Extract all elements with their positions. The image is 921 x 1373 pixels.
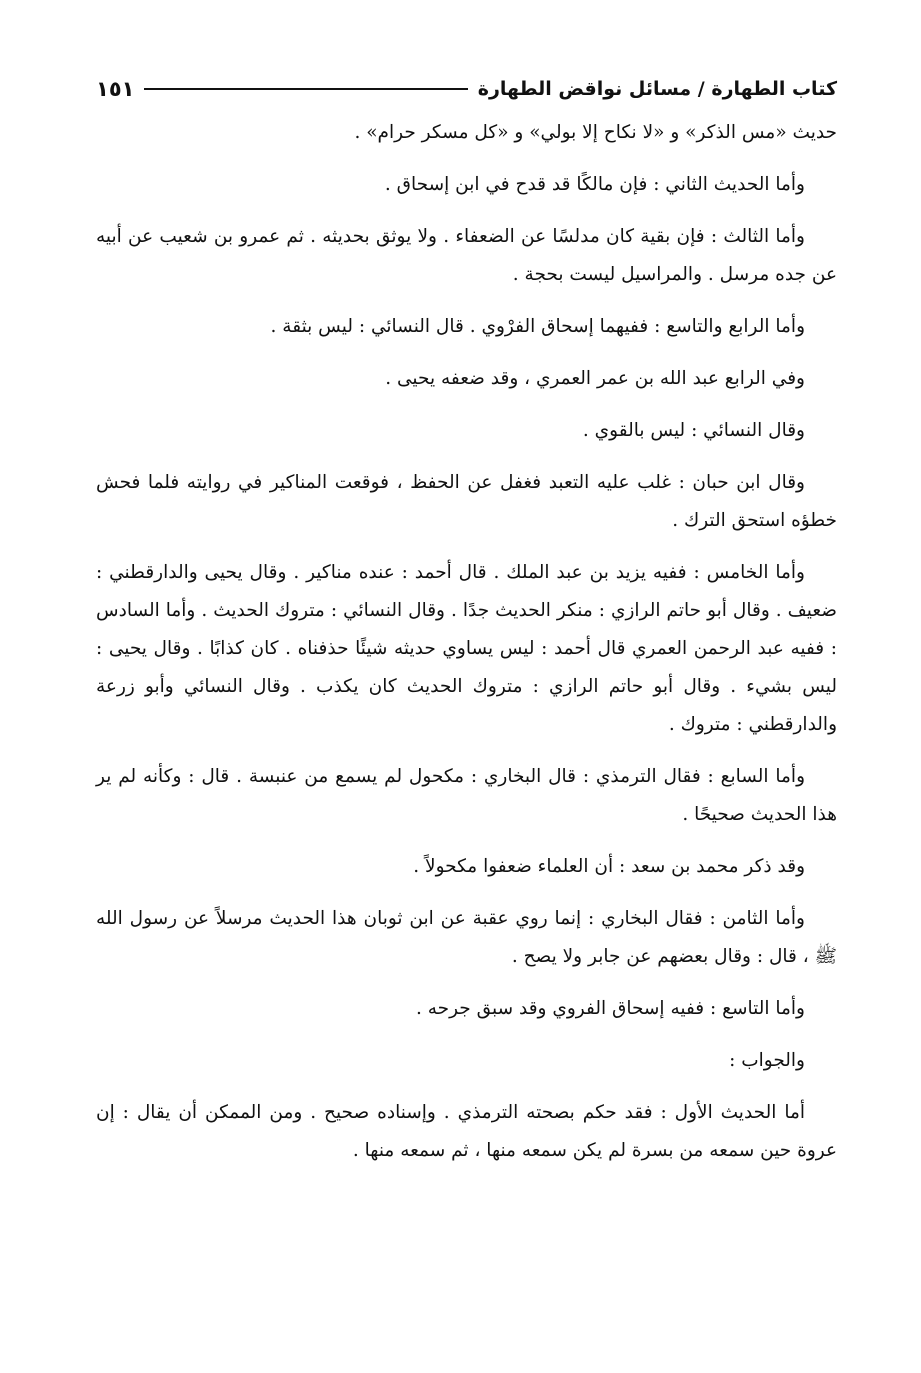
paragraph-ninth: وأما التاسع : ففيه إسحاق الفروي وقد سبق جرحه . (415, 998, 805, 1019)
paragraph-ibn-hibban: وقال ابن حبان : غلب عليه التعبد فغفل عن الحفظ ، فوقعت المناكير في روايته فلما فحش خطؤه استحق الترك . (96, 472, 837, 531)
paragraph-ibn-saad: وقد ذكر محمد بن سعد : أن العلماء ضعفوا مكحولاً . (413, 856, 805, 877)
paragraph-first-hadith-answer: أما الحديث الأول : فقد حكم بصحته الترمذي . وإسناده صحيح . ومن الممكن أن يقال : إن عروة حين سمعه من بسرة لم يكن سمعه منها ، ثم سمعه منها . (96, 1102, 837, 1161)
chapter-title: كتاب الطهارة / مسائل نواقض الطهارة (477, 78, 837, 100)
running-header (96, 72, 837, 106)
paragraph-seventh: وأما السابع : فقال الترمذي : قال البخاري : مكحول لم يسمع من عنبسة . قال : وكأنه لم ير هذا الحديث صحيحًا . (96, 766, 837, 825)
paragraph-answer-heading: والجواب : (729, 1050, 805, 1071)
header-rule (144, 88, 467, 90)
paragraph-eighth: وأما الثامن : فقال البخاري : إنما روي عقبة عن ابن ثوبان هذا الحديث مرسلاً عن رسول الله ﷺ ، قال : وقال بعضهم عن جابر ولا يصح . (96, 908, 837, 967)
paragraph-hadith-list: حديث «مس الذكر» و «لا نكاح إلا بولي» و «كل مسكر حرام» . (354, 122, 837, 143)
paragraph-second-hadith: وأما الحديث الثاني : فإن مالكًا قد قدح في ابن إسحاق . (384, 174, 805, 195)
paragraph-fourth-ninth: وأما الرابع والتاسع : ففيهما إسحاق الفرْوي . قال النسائي : ليس بثقة . (270, 316, 805, 337)
paragraph-fifth-sixth: وأما الخامس : ففيه يزيد بن عبد الملك . قال أحمد : عنده مناكير . وقال يحيى والدارقطني : ضعيف . وقال أبو حاتم الرازي : منكر الحديث جدًا . وقال النسائي : متروك الحديث . وأما السادس : ففيه عبد الرحمن العمري قال أحمد : ليس يساوي حديثه شيئًا حذفناه . كان كذابًا . وقال يحيى : ليس بشيء . وقال أبو حاتم الرازي : متروك الحديث كان يكذب . وقال النسائي وأبو زرعة والدارقطني : متروك . (96, 562, 837, 735)
paragraph-fourth-umari: وفي الرابع عبد الله بن عمر العمري ، وقد ضعفه يحيى . (385, 368, 805, 389)
body-text (96, 114, 837, 1170)
paragraph-third-hadith: وأما الثالث : فإن بقية كان مدلسًا عن الضعفاء . ولا يوثق بحديثه . ثم عمرو بن شعيب عن أبيه عن جده مرسل . والمراسيل ليست بحجة . (96, 226, 837, 285)
paragraph-nasai: وقال النسائي : ليس بالقوي . (582, 420, 805, 441)
page-number: ١٥١ (96, 77, 135, 101)
